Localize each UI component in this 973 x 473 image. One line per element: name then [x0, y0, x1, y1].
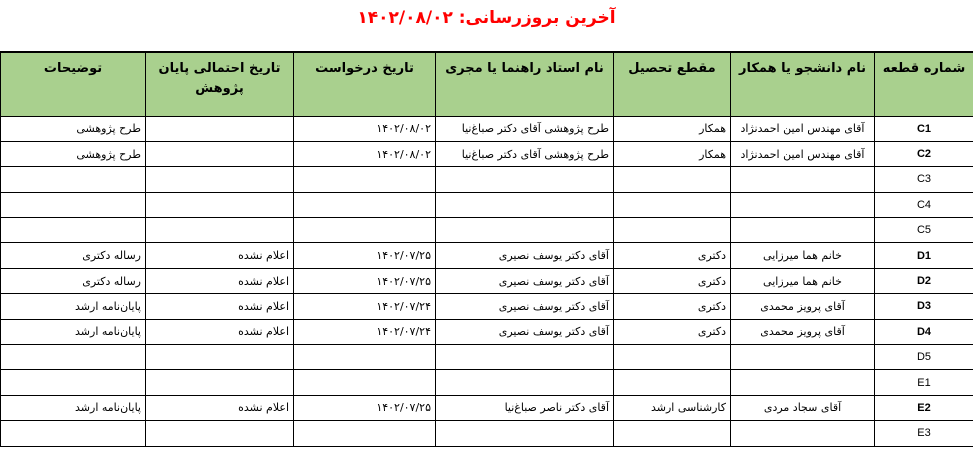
cell-end_date: اعلام نشده — [146, 243, 294, 268]
cell-end_date: اعلام نشده — [146, 395, 294, 420]
cell-level: دکتری — [614, 243, 731, 268]
cell-notes: طرح پژوهشی — [1, 116, 146, 141]
table-row — [1, 141, 973, 166]
table-row — [1, 192, 973, 217]
cell-level: دکتری — [614, 319, 731, 344]
cell-supervisor — [436, 345, 614, 370]
cell-code: D3 — [875, 294, 973, 319]
cell-end_date: اعلام نشده — [146, 319, 294, 344]
cell-student — [731, 218, 875, 243]
cell-supervisor: طرح پژوهشی آقای دکتر صباغ‌نیا — [436, 141, 614, 166]
cell-notes: رساله دکتری — [1, 243, 146, 268]
cell-request_date: ۱۴۰۲/۰۸/۰۲ — [294, 141, 436, 166]
cell-level — [614, 370, 731, 395]
cell-code: E3 — [875, 421, 973, 446]
cell-code: D1 — [875, 243, 973, 268]
cell-request_date — [294, 421, 436, 446]
cell-code: C5 — [875, 218, 973, 243]
cell-student — [731, 167, 875, 192]
column-header-notes: توضیحات — [1, 52, 146, 116]
cell-student: خانم هما میرزایی — [731, 243, 875, 268]
cell-end_date — [146, 167, 294, 192]
cell-student: آقای سجاد مردی — [731, 395, 875, 420]
cell-supervisor — [436, 167, 614, 192]
cell-request_date — [294, 167, 436, 192]
cell-student — [731, 192, 875, 217]
cell-supervisor: آقای دکتر یوسف نصیری — [436, 243, 614, 268]
cell-request_date: ۱۴۰۲/۰۷/۲۵ — [294, 395, 436, 420]
cell-code: D4 — [875, 319, 973, 344]
cell-notes: طرح پژوهشی — [1, 141, 146, 166]
cell-end_date — [146, 218, 294, 243]
cell-level — [614, 167, 731, 192]
column-header-request-date: تاریخ درخواست — [294, 52, 436, 116]
cell-request_date — [294, 218, 436, 243]
cell-end_date: اعلام نشده — [146, 268, 294, 293]
table-row — [1, 167, 973, 192]
cell-student: آقای پرویز محمدی — [731, 294, 875, 319]
cell-code: D5 — [875, 345, 973, 370]
column-header-supervisor: نام استاد راهنما یا مجری — [436, 52, 614, 116]
cell-end_date — [146, 370, 294, 395]
cell-code: E2 — [875, 395, 973, 420]
cell-supervisor — [436, 218, 614, 243]
cell-code: C3 — [875, 167, 973, 192]
cell-request_date: ۱۴۰۲/۰۷/۲۵ — [294, 268, 436, 293]
table-row — [1, 243, 973, 268]
table-row — [1, 218, 973, 243]
cell-code: C2 — [875, 141, 973, 166]
cell-level: دکتری — [614, 268, 731, 293]
research-pieces-table — [0, 51, 973, 447]
cell-supervisor: آقای دکتر یوسف نصیری — [436, 294, 614, 319]
cell-notes — [1, 421, 146, 446]
column-header-expected-end: تاریخ احتمالی پایان پژوهش — [146, 52, 294, 116]
cell-notes: پایان‌نامه ارشد — [1, 294, 146, 319]
cell-end_date — [146, 141, 294, 166]
table-row — [1, 319, 973, 344]
cell-notes — [1, 167, 146, 192]
table-row — [1, 395, 973, 420]
cell-student — [731, 370, 875, 395]
cell-request_date — [294, 370, 436, 395]
table-row — [1, 268, 973, 293]
cell-student — [731, 345, 875, 370]
cell-request_date: ۱۴۰۲/۰۷/۲۵ — [294, 243, 436, 268]
cell-supervisor: آقای دکتر ناصر صباغ‌نیا — [436, 395, 614, 420]
cell-notes: رساله دکتری — [1, 268, 146, 293]
cell-level — [614, 345, 731, 370]
cell-supervisor — [436, 421, 614, 446]
table-row — [1, 116, 973, 141]
cell-notes — [1, 218, 146, 243]
cell-notes: پایان‌نامه ارشد — [1, 319, 146, 344]
table-row — [1, 370, 973, 395]
cell-level — [614, 421, 731, 446]
last-updated-title: آخرین بروزرسانی: ۱۴۰۲/۰۸/۰۲ — [357, 8, 616, 28]
cell-student — [731, 421, 875, 446]
cell-supervisor — [436, 192, 614, 217]
cell-end_date — [146, 192, 294, 217]
table-header — [1, 52, 973, 116]
cell-supervisor — [436, 370, 614, 395]
cell-student: آقای مهندس امین احمدنژاد — [731, 116, 875, 141]
cell-supervisor: طرح پژوهشی آقای دکتر صباغ‌نیا — [436, 116, 614, 141]
cell-supervisor: آقای دکتر یوسف نصیری — [436, 319, 614, 344]
cell-level — [614, 192, 731, 217]
cell-student: خانم هما میرزایی — [731, 268, 875, 293]
cell-request_date: ۱۴۰۲/۰۷/۲۴ — [294, 294, 436, 319]
column-header-piece-number: شماره قطعه — [875, 52, 973, 116]
cell-request_date — [294, 192, 436, 217]
cell-request_date: ۱۴۰۲/۰۸/۰۲ — [294, 116, 436, 141]
header-row — [1, 52, 973, 116]
column-header-degree-level: مقطع تحصیل — [614, 52, 731, 116]
cell-student: آقای مهندس امین احمدنژاد — [731, 141, 875, 166]
cell-code: E1 — [875, 370, 973, 395]
cell-code: C4 — [875, 192, 973, 217]
table-body — [1, 116, 973, 446]
cell-end_date: اعلام نشده — [146, 294, 294, 319]
table-row — [1, 345, 973, 370]
cell-notes — [1, 345, 146, 370]
cell-request_date — [294, 345, 436, 370]
cell-end_date — [146, 421, 294, 446]
cell-level — [614, 218, 731, 243]
cell-level: همکار — [614, 116, 731, 141]
cell-level: همکار — [614, 141, 731, 166]
cell-notes: پایان‌نامه ارشد — [1, 395, 146, 420]
cell-notes — [1, 370, 146, 395]
table-row — [1, 294, 973, 319]
cell-supervisor: آقای دکتر یوسف نصیری — [436, 268, 614, 293]
table-row — [1, 421, 973, 446]
cell-code: D2 — [875, 268, 973, 293]
cell-code: C1 — [875, 116, 973, 141]
cell-student: آقای پرویز محمدی — [731, 319, 875, 344]
cell-level: کارشناسی ارشد — [614, 395, 731, 420]
cell-notes — [1, 192, 146, 217]
cell-end_date — [146, 116, 294, 141]
cell-level: دکتری — [614, 294, 731, 319]
column-header-student-name: نام دانشجو یا همکار — [731, 52, 875, 116]
cell-end_date — [146, 345, 294, 370]
cell-request_date: ۱۴۰۲/۰۷/۲۴ — [294, 319, 436, 344]
